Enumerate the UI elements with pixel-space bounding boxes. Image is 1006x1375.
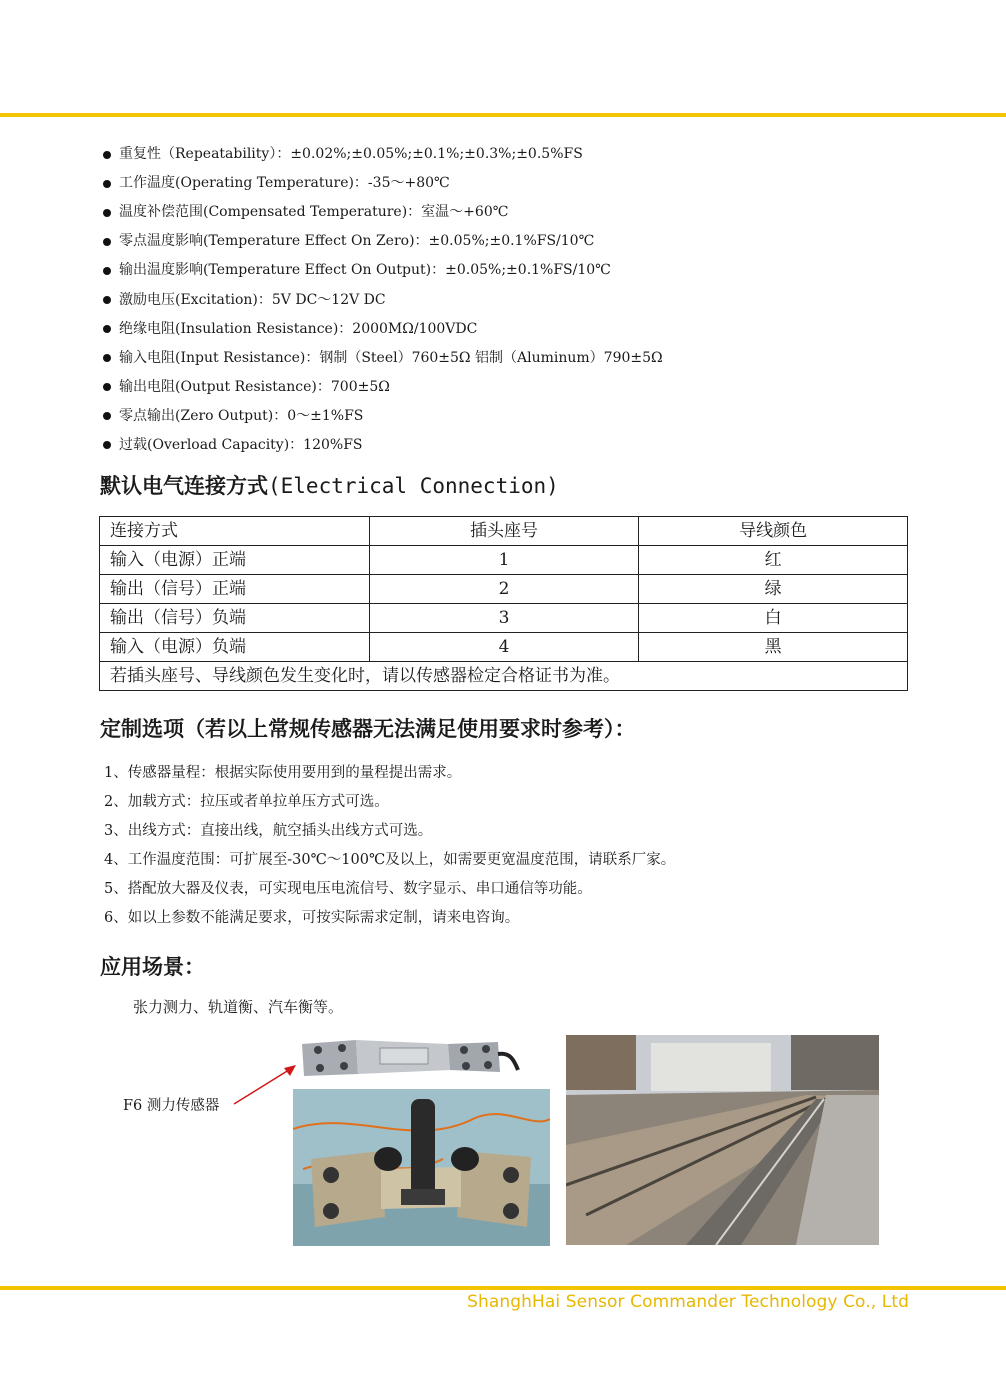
table-cell: 输入（电源）正端 [100,546,370,575]
bottom-yellow-rule [0,1286,1006,1290]
option-item: 5、搭配放大器及仪表，可实现电压电流信号、数字显示、串口通信等功能。 [104,881,592,897]
table-cell: 黑 [639,633,908,662]
table-row [100,604,908,633]
option-item: 2、加载方式：拉压或者单拉单压方式可选。 [104,794,389,810]
table-cell: 4 [369,633,639,662]
bullet-icon [103,354,111,362]
spec-text: 重复性（Repeatability）：±0.02%;±0.05%;±0.1%;±0.3%;±0.5%FS [119,146,583,163]
table-cell: 3 [369,604,639,633]
table-cell: 1 [369,546,639,575]
spec-item [103,140,663,169]
spec-text: 输入电阻(Input Resistance)：钢制（Steel）760±5Ω 铝制（Aluminum）790±5Ω [119,349,663,366]
spec-text: 零点输出(Zero Output)：0～±1%FS [119,407,364,424]
bullet-icon [103,412,111,420]
bullet-icon [103,151,111,159]
application-heading: 应用场景： [100,955,205,979]
company-footer: ShanghHai Sensor Commander Technology Co., Ltd [467,1292,909,1312]
top-yellow-rule [0,113,1006,117]
spec-text: 零点温度影响(Temperature Effect On Zero)：±0.05%;±0.1%FS/10℃ [119,233,595,250]
spec-text: 输出温度影响(Temperature Effect On Output)：±0.05%;±0.1%FS/10℃ [119,262,611,279]
spec-item [103,227,663,256]
header-cell: 导线颜色 [639,517,908,546]
load-cell-photo [298,1034,520,1080]
spec-item [103,198,663,227]
table-header-row [100,517,908,546]
spec-item [103,315,663,344]
spec-text: 温度补偿范围(Compensated Temperature)：室温～+60℃ [119,204,509,221]
spec-text: 过载(Overload Capacity)：120%FS [119,436,363,453]
bullet-icon [103,325,111,333]
bullet-icon [103,238,111,246]
spec-text: 绝缘电阻(Insulation Resistance)：2000MΩ/100VDC [119,320,478,337]
bullet-icon [103,209,111,217]
spec-item [103,256,663,285]
spec-item [103,373,663,402]
spec-item [103,344,663,373]
option-item: 6、如以上参数不能满足要求，可按实际需求定制，请来电咨询。 [104,910,520,926]
connection-heading-en: (Electrical Connection) [268,474,559,498]
option-item: 1、传感器量程：根据实际使用要用到的量程提出需求。 [104,765,462,781]
table-cell: 输出（信号）负端 [100,604,370,633]
table-row [100,575,908,604]
table-row [100,546,908,575]
table-cell: 输出（信号）正端 [100,575,370,604]
spec-item [103,431,663,460]
spec-item [103,169,663,198]
connection-table [99,516,908,691]
options-list [104,760,675,934]
options-heading: 定制选项（若以上常规传感器无法满足使用要求时参考）： [100,717,636,741]
connection-heading-cn: 默认电气连接方式 [100,474,268,498]
connection-heading [100,470,559,500]
bullet-icon [103,180,111,188]
load-cell-callout-label: F6 测力传感器 [123,1098,220,1114]
spec-item [103,402,663,431]
spec-list [103,140,663,460]
spec-text: 工作温度(Operating Temperature)：-35～+80℃ [119,175,450,192]
table-note-row [100,662,908,691]
spec-item [103,285,663,314]
rail-load-cell-photo [293,1089,550,1246]
railway-scale-photo [566,1035,879,1245]
option-item: 4、工作温度范围：可扩展至-30℃～100℃及以上，如需要更宽温度范围，请联系厂家。 [104,852,676,868]
option-item: 3、出线方式：直接出线，航空插头出线方式可选。 [104,823,433,839]
bullet-icon [103,383,111,391]
bullet-icon [103,296,111,304]
bullet-icon [103,267,111,275]
table-note: 若插头座号、导线颜色发生变化时，请以传感器检定合格证书为准。 [100,662,908,691]
table-cell: 2 [369,575,639,604]
spec-text: 激励电压(Excitation)：5V DC～12V DC [119,291,386,308]
header-cell: 连接方式 [100,517,370,546]
table-cell: 绿 [639,575,908,604]
table-cell: 白 [639,604,908,633]
bullet-icon [103,441,111,449]
application-text: 张力测力、轨道衡、汽车衡等。 [133,998,344,1016]
table-cell: 输入（电源）负端 [100,633,370,662]
spec-text: 输出电阻(Output Resistance)：700±5Ω [119,378,390,395]
table-row [100,633,908,662]
callout-arrow-icon [230,1060,300,1108]
header-cell: 插头座号 [369,517,639,546]
table-cell: 红 [639,546,908,575]
